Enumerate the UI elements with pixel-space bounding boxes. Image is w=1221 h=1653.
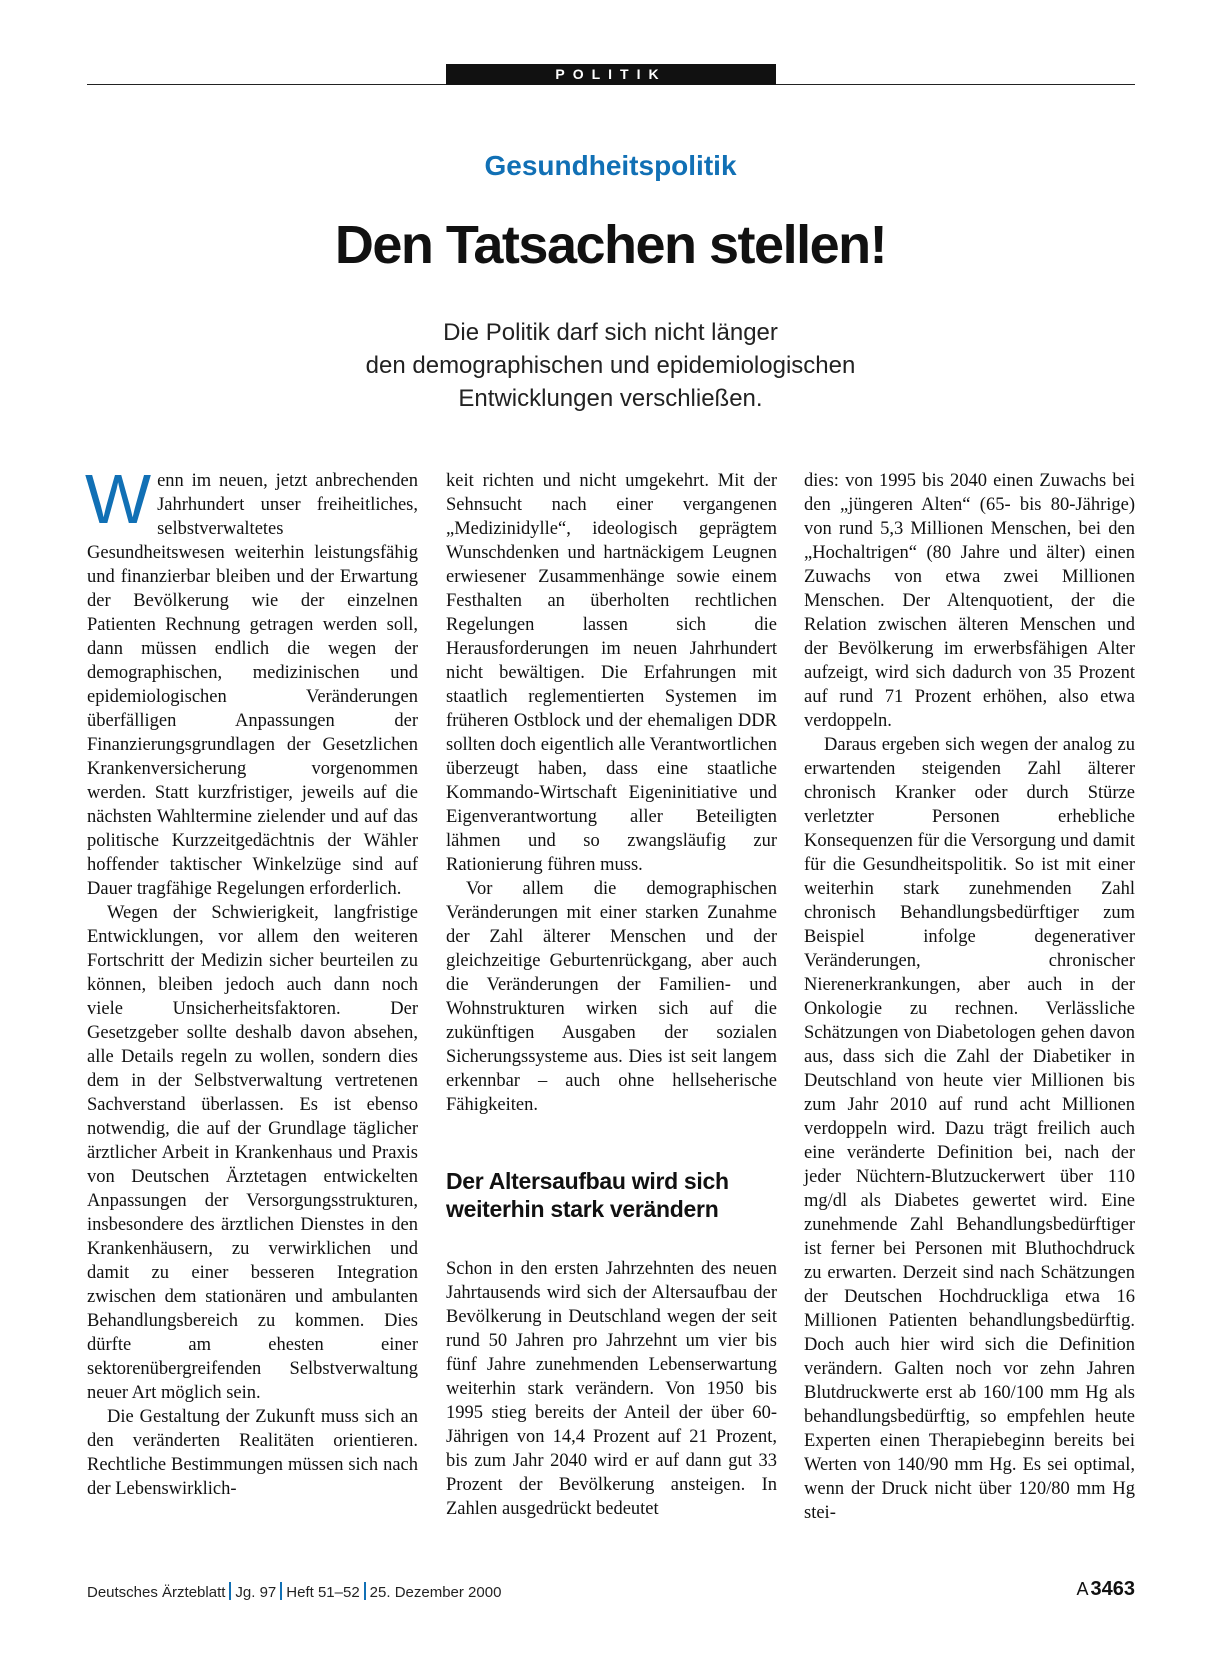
- section-subheading: Der Altersaufbau wird sich weiterhin stark verändern: [446, 1168, 729, 1222]
- journal-volume: Jg. 97: [235, 1584, 277, 1601]
- section-label: POLITIK: [446, 64, 776, 85]
- footer-separator: [280, 1582, 282, 1600]
- footer-citation: [87, 1582, 501, 1601]
- paragraph: Die Gestaltung der Zukunft muss sich an den veränderten Realitäten orientieren. Rechtliche Bestimmungen müssen sich nach der Lebenswirklich-: [87, 1407, 418, 1499]
- article-title: Den Tatsachen stellen!: [334, 215, 887, 275]
- page-number-value: 3463: [1090, 1578, 1135, 1600]
- lead-line: den demographischen und epidemiologischen: [365, 352, 856, 379]
- footer-separator: [229, 1582, 231, 1600]
- article-lead: [0, 316, 1221, 415]
- footer-separator: [364, 1582, 366, 1600]
- paragraph-text: enn im neuen, jetzt anbrechenden Jahrhundert unser freiheitliches, selbstverwaltetes Gesundheitswesen weiterhin leistungsfähig und finanzierbar bleiben und der Erwartung der Bevölkerung wie der einzelnen Patienten Rechnung getragen werden soll, dann müssen endlich die wegen der demographischen, medizinischen und epidemiologischen Veränderungen überfälligen Anpassungen der Finanzierungsgrundlagen der Gesetzlichen Krankenversicherung vorgenommen werden. Statt kurzfristiger, jeweils auf die nächsten Wahltermine zielender und auf das politische Kurzzeitgedächtnis der Wähler hoffender taktischer Winkelzüge sind auf Dauer tragfähige Regelungen erforderlich.: [87, 471, 418, 899]
- text-column-1: [85, 460, 418, 1501]
- paragraph: Schon in den ersten Jahrzehnten des neuen Jahrtausends wird sich der Altersaufbau der Bevölkerung in Deutschland wegen der seit rund 50 Jahren pro Jahrzehnt um vier bis fünf Jahre zunehmenden Lebenserwartung weiterhin stark verändern. Von 1950 bis 1995 stieg bereits der Anteil der über 60-Jährigen von 14,4 Prozent auf 21 Prozent, bis zum Jahr 2040 wird er auf dann gut 33 Prozent der Bevölkerung ansteigen. In Zahlen ausgedrückt bedeutet: [446, 1259, 777, 1519]
- page-number: [1076, 1578, 1135, 1601]
- lead-line: Entwicklungen verschließen.: [458, 385, 763, 412]
- lead-line: Die Politik darf sich nicht länger: [443, 319, 778, 346]
- article-kicker: Gesundheitspolitik: [484, 150, 737, 181]
- page-prefix: A: [1076, 1579, 1089, 1599]
- text-column-2: [446, 469, 777, 1521]
- paragraph: Wegen der Schwierigkeit, langfristige Entwicklungen, vor allem den weiteren Fortschritt der Medizin sicher beurteilen zu können, bleiben jedoch auch dann noch viele Unsicherheitsfaktoren. Der Gesetzgeber sollte deshalb davon absehen, alle Details regeln zu wollen, sondern dies dem in der Selbstverwaltung vertretenen Sachverstand überlassen. Es ist ebenso notwendig, die auf der Grundlage täglicher ärztlicher Arbeit in Krankenhaus und Praxis von Deutschen Ärztetagen entwickelten Anpassungen der Versorgungsstrukturen, insbesondere des ärztlichen Dienstes in den Krankenhäusern, zu verwirklichen und damit zu einer besseren Integration zwischen dem stationären und ambulanten Behandlungsbereich zu kommen. Dies dürfte am ehesten einer sektorenübergreifenden Selbstverwaltung neuer Art möglich sein.: [87, 903, 418, 1403]
- text-column-3: [804, 469, 1135, 1525]
- journal-issue: Heft 51–52: [286, 1584, 360, 1601]
- paragraph: [85, 460, 418, 901]
- paragraph: Vor allem die demographischen Veränderungen mit einer starken Zunahme der Zahl älterer Menschen und der gleichzeitige Geburtenrückgang, aber auch die Veränderungen der Familien- und Wohnstrukturen wirken sich auf die zukünftigen Ausgaben der sozialen Sicherungssysteme aus. Dies ist seit langem erkennbar – auch ohne hellseherische Fähigkeiten.: [446, 879, 777, 1115]
- paragraph: Daraus ergeben sich wegen der analog zu erwartenden steigenden Zahl älterer chronisch Kranker oder durch Stürze verletzter Personen erhebliche Konsequenzen für die Versorgung und damit für die Gesundheitspolitik. So ist mit einer weiterhin stark zunehmenden Zahl chronisch Behandlungsbedürftiger zum Beispiel infolge degenerativer Veränderungen, chronischer Nierenerkrankungen, aber auch in der Onkologie zu rechnen. Verlässliche Schätzungen von Diabetologen gehen davon aus, dass sich die Zahl der Diabetiker in Deutschland von heute vier Millionen bis zum Jahr 2010 auf rund acht Millionen verdoppeln wird. Dazu trägt freilich auch eine veränderte Definition bei, nach der jeder Nüchtern-Blutzuckerwert über 110 mg/dl als Diabetes gewertet wird. Eine zunehmende Zahl Behandlungsbedürftiger ist ferner bei Personen mit Bluthochdruck zu erwarten. Derzeit sind nach Schätzungen der Deutschen Hochdruckliga etwa 16 Millionen Patienten behandlungsbedürftig. Doch auch hier wird sich die Definition verändern. Galten noch vor zehn Jahren Blutdruckwerte erst ab 160/100 mm Hg als behandlungsbedürftig, so empfehlen heute Experten einen Therapiebeginn bereits bei Werten von 140/90 mm Hg. Es sei optimal, wenn der Druck nicht über 120/80 mm Hg stei-: [804, 735, 1135, 1523]
- paragraph: keit richten und nicht umgekehrt. Mit der Sehnsucht nach einer vergangenen „Medizinidylle“, ideologisch geprägtem Wunschdenken und hartnäckigem Leugnen erwiesener Zusammenhänge sowie einem Festhalten an überholten rechtlichen Regelungen lassen sich die Herausforderungen im neuen Jahrhundert nicht bewältigen. Die Erfahrungen mit staatlich reglementierten Systemen im früheren Ostblock und der ehemaligen DDR sollten doch eigentlich alle Verantwortlichen überzeugt haben, dass eine staatliche Kommando-Wirtschaft Eigeninitiative und Eigenverantwortung aller Beteiligten lähmen und so zwangsläufig zur Rationierung führen muss.: [446, 471, 777, 875]
- paragraph: dies: von 1995 bis 2040 einen Zuwachs bei den „jüngeren Alten“ (65- bis 80-Jährige) von rund 5,3 Millionen Menschen, bei den „Hochaltrigen“ (80 Jahre und älter) einen Zuwachs von etwa zwei Millionen Menschen. Der Altenquotient, der die Relation zwischen älteren Menschen und der Bevölkerung im erwerbsfähigen Alter aufzeigt, wird sich dadurch von 35 Prozent auf rund 71 Prozent erhöhen, also etwa verdoppeln.: [804, 471, 1135, 731]
- drop-cap: W: [85, 460, 152, 538]
- journal-name: Deutsches Ärzteblatt: [87, 1584, 226, 1601]
- issue-date: 25. Dezember 2000: [369, 1584, 502, 1601]
